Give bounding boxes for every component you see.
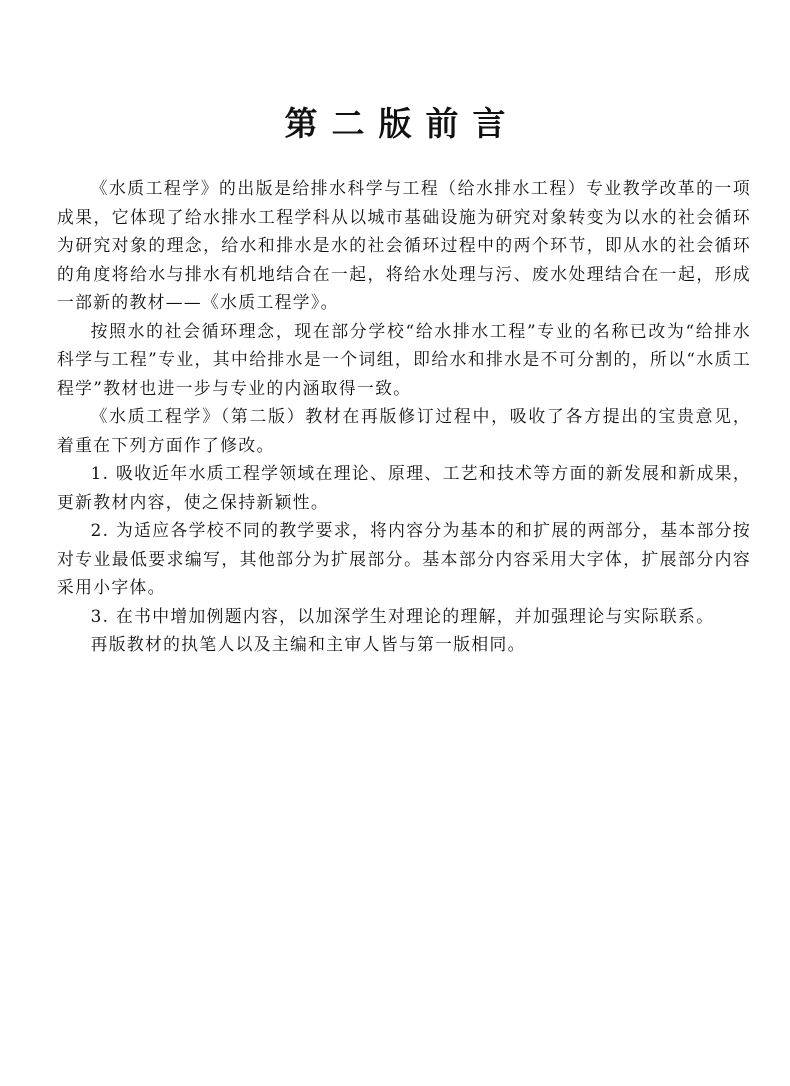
- paragraph-3: 《水质工程学》（第二版）教材在再版修订过程中，吸收了各方提出的宝贵意见，着重在下列方面作了修改。: [57, 406, 751, 455]
- paragraph-2: 按照水的社会循环理念，现在部分学校“给水排水工程”专业的名称已改为“给排水科学与工程”专业，其中给排水是一个词组，即给水和排水是不可分割的，所以“水质工程学”教材也进一步与专业的内涵取得一致。: [57, 320, 751, 398]
- page-title: 第二版前言: [284, 104, 520, 143]
- paragraph-4: 1. 吸收近年水质工程学领域在理论、原理、工艺和技术等方面的新发展和新成果，更新教材内容，使之保持新颖性。: [57, 463, 751, 512]
- paragraph-5: 2. 为适应各学校不同的教学要求，将内容分为基本的和扩展的两部分，基本部分按对专业最低要求编写，其他部分为扩展部分。基本部分内容采用大字体，扩展部分内容采用小字体。: [57, 520, 751, 597]
- paragraph-7: 再版教材的执笔人以及主编和主审人皆与第一版相同。: [90, 634, 526, 654]
- paragraph-6: 3. 在书中增加例题内容，以加深学生对理论的理解，并加强理论与实际联系。: [90, 605, 715, 626]
- paragraph-1: 《水质工程学》的出版是给排水科学与工程（给水排水工程）专业教学改革的一项成果，它体现了给水排水工程学科从以城市基础设施为研究对象转变为以水的社会循环为研究对象的理念，给水和排水是水的社会循环过程中的两个环节，即从水的社会循环的角度将给水与排水有机地结合在一起，将给水处理与污、废水处理结合在一起，形成一部新的教材——《水质工程学》。: [57, 178, 751, 312]
- preface-body: [57, 174, 751, 659]
